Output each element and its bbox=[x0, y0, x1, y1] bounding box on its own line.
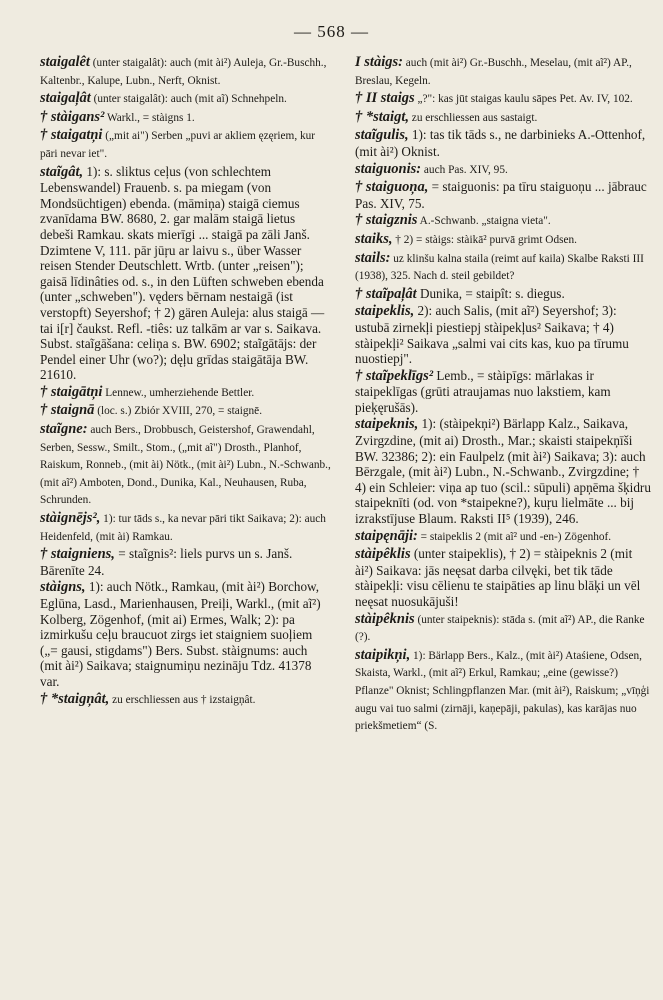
entry-headword: stàignējs², bbox=[40, 510, 101, 527]
entry-text: uz klinšu kalna staila (reimt auf kaila) Skalbe Raksti III (1938), 325. Nach d. steil gebildet? bbox=[355, 252, 644, 283]
entry-headword: staiks, bbox=[355, 230, 393, 247]
dictionary-entry bbox=[355, 528, 651, 546]
entry-text: A.-Schwanb. „staigna vieta". bbox=[417, 215, 551, 228]
entry-headword: † staignā bbox=[40, 402, 95, 419]
entry-headword: † staigniens, bbox=[40, 546, 115, 563]
entry-text: zu erschliessen aus sastaigt. bbox=[408, 111, 538, 124]
entry-text: 1): (stàipekņi²) Bärlapp Kalz., Saikava, Zvirgzdine, (mit ai) Drosth., Mar.; skaisti staipekņīši BW. 32386; 2): ein Faulpelz (mit ài²) Saikava; 3): auch Bērzgale, (mit ài²) Lubn., N.-Schwanb., Zvirgzdine; † 4) ein Schleier: viņa ap tuo (scil.: sūpuli) apņēma šķidru staipeknīti (od. von *staipekne?), kuŗu lielmāte ... bij izrakstījuse Blaum. Raksti II⁵ (1939), 246. bbox=[355, 416, 651, 527]
dictionary-entry bbox=[40, 54, 332, 89]
dictionary-entry bbox=[40, 127, 332, 162]
entry-text: Lennew., umherziehende Bettler. bbox=[102, 386, 255, 399]
entry-text: 1): auch Nötk., Ramkau, (mit ài²) Borchow, Eglūna, Lasd., Marienhausen, Preiļi, Warkl., (mit aĩ²) Kolberg, Zögenhof, (mit ai) Ermes, Walk; 2): pa izmirkušu ceļu braucuot zirgs iet staigniem suoļiem („= gausi, stigdams") Bers. Subst. stàignums: auch (mit ài²) Saikava; staignumiņu nezināju Tdz. 41378 var. bbox=[40, 579, 321, 689]
entry-text: (unter staipeknis): stāda s. (mit aĩ²) AP., die Ranke (?). bbox=[355, 613, 645, 644]
entry-headword: staĩgne: bbox=[40, 421, 88, 438]
entry-text: auch Pas. XIV, 95. bbox=[421, 163, 508, 176]
dictionary-entry bbox=[355, 286, 651, 303]
entry-text: auch Bers., Drobbusch, Geistershof, Grawendahl, Serben, Sessw., Smilt., Stom., („mit aĩ") Drosth., Planhof, Raiskum, Ronneb., (mit ài) Nötk., (mit ài²) Lubn., N.-Schwanb., (mit aĩ²) Amboten, Dond., Dunika, Kal., Neuhausen, Ruba, Schrunden. bbox=[40, 424, 331, 507]
entry-headword: staigalêt bbox=[40, 54, 90, 70]
dictionary-entry bbox=[355, 179, 651, 211]
dictionary-entry bbox=[40, 546, 332, 578]
dictionary-entry bbox=[355, 161, 651, 179]
dictionary-entry bbox=[355, 250, 651, 285]
dictionary-entry bbox=[355, 546, 651, 609]
entry-text: Lemb., = stàipīgs: mārlakas ir staipeklīgas (grūti atraujamas nuo lakstiem, kam pieķęrušās). bbox=[355, 367, 611, 415]
entry-headword: † staigatņi bbox=[40, 127, 103, 144]
entry-text: 1): tas tik tāds s., ne darbinieks A.-Ottenhof, (mit ài²) Oknist. bbox=[355, 127, 646, 159]
dictionary-entry bbox=[355, 90, 651, 108]
entry-headword: staĩgât, bbox=[40, 163, 84, 180]
dictionary-entry bbox=[40, 109, 332, 127]
dictionary-entry bbox=[40, 579, 332, 689]
dictionary-entry bbox=[355, 127, 651, 159]
entry-text: † 2) = stàigs: stàikā² purvā grimt Odsen. bbox=[392, 233, 577, 246]
entry-headword: † II staigs bbox=[355, 90, 415, 107]
entry-text: 1): Bärlapp Bers., Kalz., (mit ài²) Ataśiene, Odsen, Skaista, Warkl., (mit aĩ²) Erkul, Ramkau; „eine (gewisse?) Pflanze" Oknist; Schlingpflanzen Mar. (mit ài²), Raiskum; „vīņģi augu vai tuo salmi (zirnāji, kaņepāji, pakulas), kas karājas nuo priekšmetiem“ (S. bbox=[355, 649, 650, 733]
dictionary-entry bbox=[40, 384, 332, 402]
dictionary-entry bbox=[355, 231, 651, 249]
entry-text: „?": kas jūt staigas kaulu sāpes Pet. Av. IV, 102. bbox=[414, 93, 633, 106]
entry-text: = staiguonis: pa tīru staiguoņu ... jābrauc Pas. XIV, 75. bbox=[355, 179, 647, 211]
dictionary-entry bbox=[40, 510, 332, 545]
entry-text: Dunika, = staipît: s. diegus. bbox=[416, 285, 565, 301]
entry-headword: staĩgulis, bbox=[355, 127, 409, 144]
page-number: — 568 — bbox=[294, 22, 369, 41]
dictionary-entry bbox=[355, 303, 651, 366]
entry-headword: † *staigt, bbox=[355, 108, 409, 125]
dictionary-entry bbox=[355, 212, 651, 230]
entry-text: (unter staipeklis), † 2) = stàipeknis 2 (mit ài²) Saikava: jās neęsat darba cilvęki, bet tik tāde stàipekļi: visu cēlienu te staipāties ap linu blāķi un vēl neęsat nuosukājuši! bbox=[355, 546, 641, 609]
entry-text: Warkl., = stàigns 1. bbox=[104, 111, 195, 124]
right-column bbox=[355, 54, 651, 735]
entry-headword: stàigns, bbox=[40, 579, 86, 596]
entry-headword: staiguonis: bbox=[355, 160, 422, 177]
entry-headword: staipikņi, bbox=[355, 646, 411, 663]
dictionary-entry bbox=[355, 611, 651, 646]
dictionary-entry bbox=[40, 402, 332, 420]
entry-text: (unter staigalât): auch (mit aĩ) Schnehpeln. bbox=[90, 93, 287, 106]
entry-headword: staipeknis, bbox=[355, 416, 419, 433]
entry-text: 2): auch Salis, (mit aĩ²) Seyershof; 3): ustubā zirnekļi piestiepj stàipekļus² Saikava; † 4) stàipekļi² Saikava „salmi vai cits kas, kuo pa tīrumu nuostiepj". bbox=[355, 303, 629, 367]
entry-headword: † staĩpaļât bbox=[355, 285, 417, 302]
entry-headword: † staĩpeklīgs² bbox=[355, 367, 434, 384]
dictionary-entry bbox=[40, 691, 332, 709]
entry-text: („mit ai") Serben „puvi ar akliem ęzęriem, kur pāri nevar iet". bbox=[40, 130, 316, 160]
dictionary-entry bbox=[355, 647, 651, 735]
dictionary-entry bbox=[40, 90, 332, 108]
entry-headword: † staiguoņa, bbox=[355, 179, 429, 196]
entry-headword: staipeklis, bbox=[355, 303, 415, 320]
entry-headword: staipęnāji: bbox=[355, 527, 418, 544]
entry-text: = staĩgnis²: liels purvs un s. Janš. Bārenīte 24. bbox=[40, 546, 293, 578]
dictionary-entry bbox=[355, 416, 651, 526]
entry-headword: † staigātņi bbox=[40, 383, 103, 400]
entry-text: (unter staigalât): auch (mit ài²) Auleja, Gr.-Buschh., Kaltenbr., Kalupe, Lubn., Nerft, Oknist. bbox=[40, 57, 327, 87]
entry-headword: I stàigs: bbox=[355, 54, 403, 70]
dictionary-entry bbox=[355, 54, 651, 89]
dictionary-entry bbox=[355, 109, 651, 127]
entry-headword: † staigznis bbox=[355, 212, 418, 229]
entry-text: 1): tur tāds s., ka nevar pāri tikt Saikava; 2): auch Heidenfeld, (mit ài) Ramkau. bbox=[40, 513, 326, 543]
entry-text: (loc. s.) Zbiór XVIII, 270, = staignē. bbox=[94, 405, 263, 418]
entry-headword: staigaļât bbox=[40, 90, 91, 107]
entry-text: 1): s. sliktus ceļus (von schlechtem Lebenswandel) Frauenb. s. pa miegam (von Mondsüchtigen) ebenda. (māmiņa) staigā ciemus zvanīdama BW. 8680, 2. gar malām staigā lietus debeši Ramkau. skats mierīgi ... staigā pa zāli Janš. Dzimtene V, 111. pār jūŗu ar laivu s., über Wasser reisen Stender Deutschlett. Wrtb. (unter „reisen"); gaisā līdinâties od. s., in den Lüften schweben ebenda (unter „schweben"). vęders bērnam nestaigā (ist verstopft) Seyershof; † 2) gären Auleja: alus staigā — tai i[r] čaukst. Refl. -tiês: uz talkām ar var s. Saikava. Subst. staĩgāšana: celiņa s. BW. 6902; staĩgātājs: der Pendel einer Uhr (wo?); dęļu grīdas staigātāja BW. 21610. bbox=[40, 163, 325, 383]
dictionary-entry bbox=[355, 368, 651, 416]
entry-headword: † *staigņât, bbox=[40, 690, 110, 707]
left-column bbox=[40, 54, 332, 708]
dictionary-entry bbox=[40, 164, 332, 383]
entry-text: auch (mit ài²) Gr.-Buschh., Meselau, (mit aĩ²) AP., Breslau, Kegeln. bbox=[355, 57, 632, 87]
entry-headword: † stàigans² bbox=[40, 108, 105, 125]
entry-headword: stàipêknis bbox=[355, 610, 415, 627]
entry-text: zu erschliessen aus † izstaigņât. bbox=[109, 693, 256, 706]
entry-headword: stails: bbox=[355, 249, 391, 266]
entry-text: = staipeklis 2 (mit aĩ² und -en-) Zögenhof. bbox=[417, 530, 612, 543]
entry-headword: stàipêklis bbox=[355, 546, 411, 563]
dictionary-entry bbox=[40, 421, 332, 509]
